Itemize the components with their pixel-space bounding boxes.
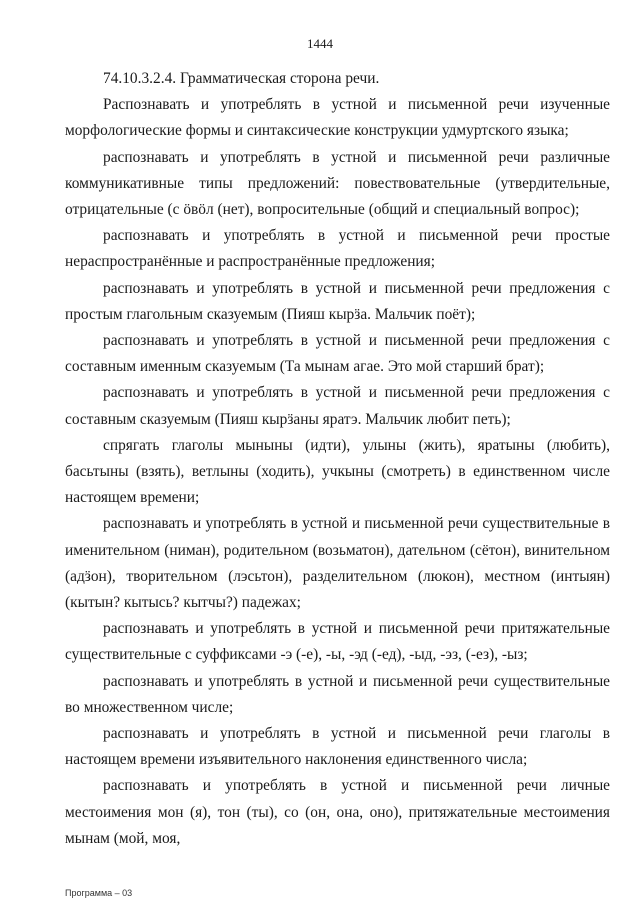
section-heading: 74.10.3.2.4. Грамматическая сторона речи. bbox=[103, 70, 380, 87]
paragraph-10: распознавать и употреблять в устной и письменной речи существительные во множественном числе; bbox=[65, 672, 610, 716]
paragraph-1: Распознавать и употреблять в устной и письменной речи изученные морфологические формы и синтаксические конструкции удмуртского языка; bbox=[65, 96, 610, 140]
paragraph-5: распознавать и употреблять в устной и письменной речи предложения с составным именным сказуемым (Та мынам агае. Это мой старший брат); bbox=[65, 332, 610, 376]
paragraph-7: спрягать глаголы мыныны (идти), улыны (жить), яратыны (любить), басьтыны (взять), ветлыны (ходить), учкыны (смотреть) в единственном числе настоящем времени; bbox=[65, 436, 610, 507]
paragraph-2: распознавать и употреблять в устной и письменной речи различные коммуникативные типы предложений: повествовательные (утвердительные, отрицательные (с ӧвӧл (нет), вопросительные (общий и специальный вопрос); bbox=[65, 148, 610, 219]
page-number: 1444 bbox=[307, 36, 333, 51]
paragraph-3: распознавать и употреблять в устной и письменной речи простые нераспространённые и распространённые предложения; bbox=[65, 227, 610, 271]
paragraph-8: распознавать и употреблять в устной и письменной речи существительные в именительном (ниман), родительном (возьматон), дательном (сётон), винительном (адӟон), творительном (лэсьтон), разделительном (люкон), местном (интыян) (кытын? кытысь? кытчы?) падежах; bbox=[65, 515, 610, 612]
paragraph-4: распознавать и употреблять в устной и письменной речи предложения с простым глагольным сказуемым (Пияш кырӟа. Мальчик поёт); bbox=[65, 279, 610, 323]
paragraph-11: распознавать и употреблять в устной и письменной речи глаголы в настоящем времени изъявительного наклонения единственного числа; bbox=[65, 725, 610, 769]
paragraph-9: распознавать и употреблять в устной и письменной речи притяжательные существительные с суффиксами -э (-е), -ы, -эд (-ед), -ыд, -эз, (-ез), -ыз; bbox=[65, 620, 610, 664]
paragraph-12: распознавать и употреблять в устной и письменной речи личные местоимения мон (я), тон (ты), со (он, она, оно), притяжательные местоимения мынам (мой, моя, bbox=[65, 777, 610, 847]
document-body bbox=[65, 66, 610, 852]
page-footer: Программа – 03 bbox=[65, 888, 133, 898]
paragraph-6: распознавать и употреблять в устной и письменной речи предложения с составным сказуемым (Пияш кырӟаны яратэ. Мальчик любит петь); bbox=[65, 384, 610, 428]
